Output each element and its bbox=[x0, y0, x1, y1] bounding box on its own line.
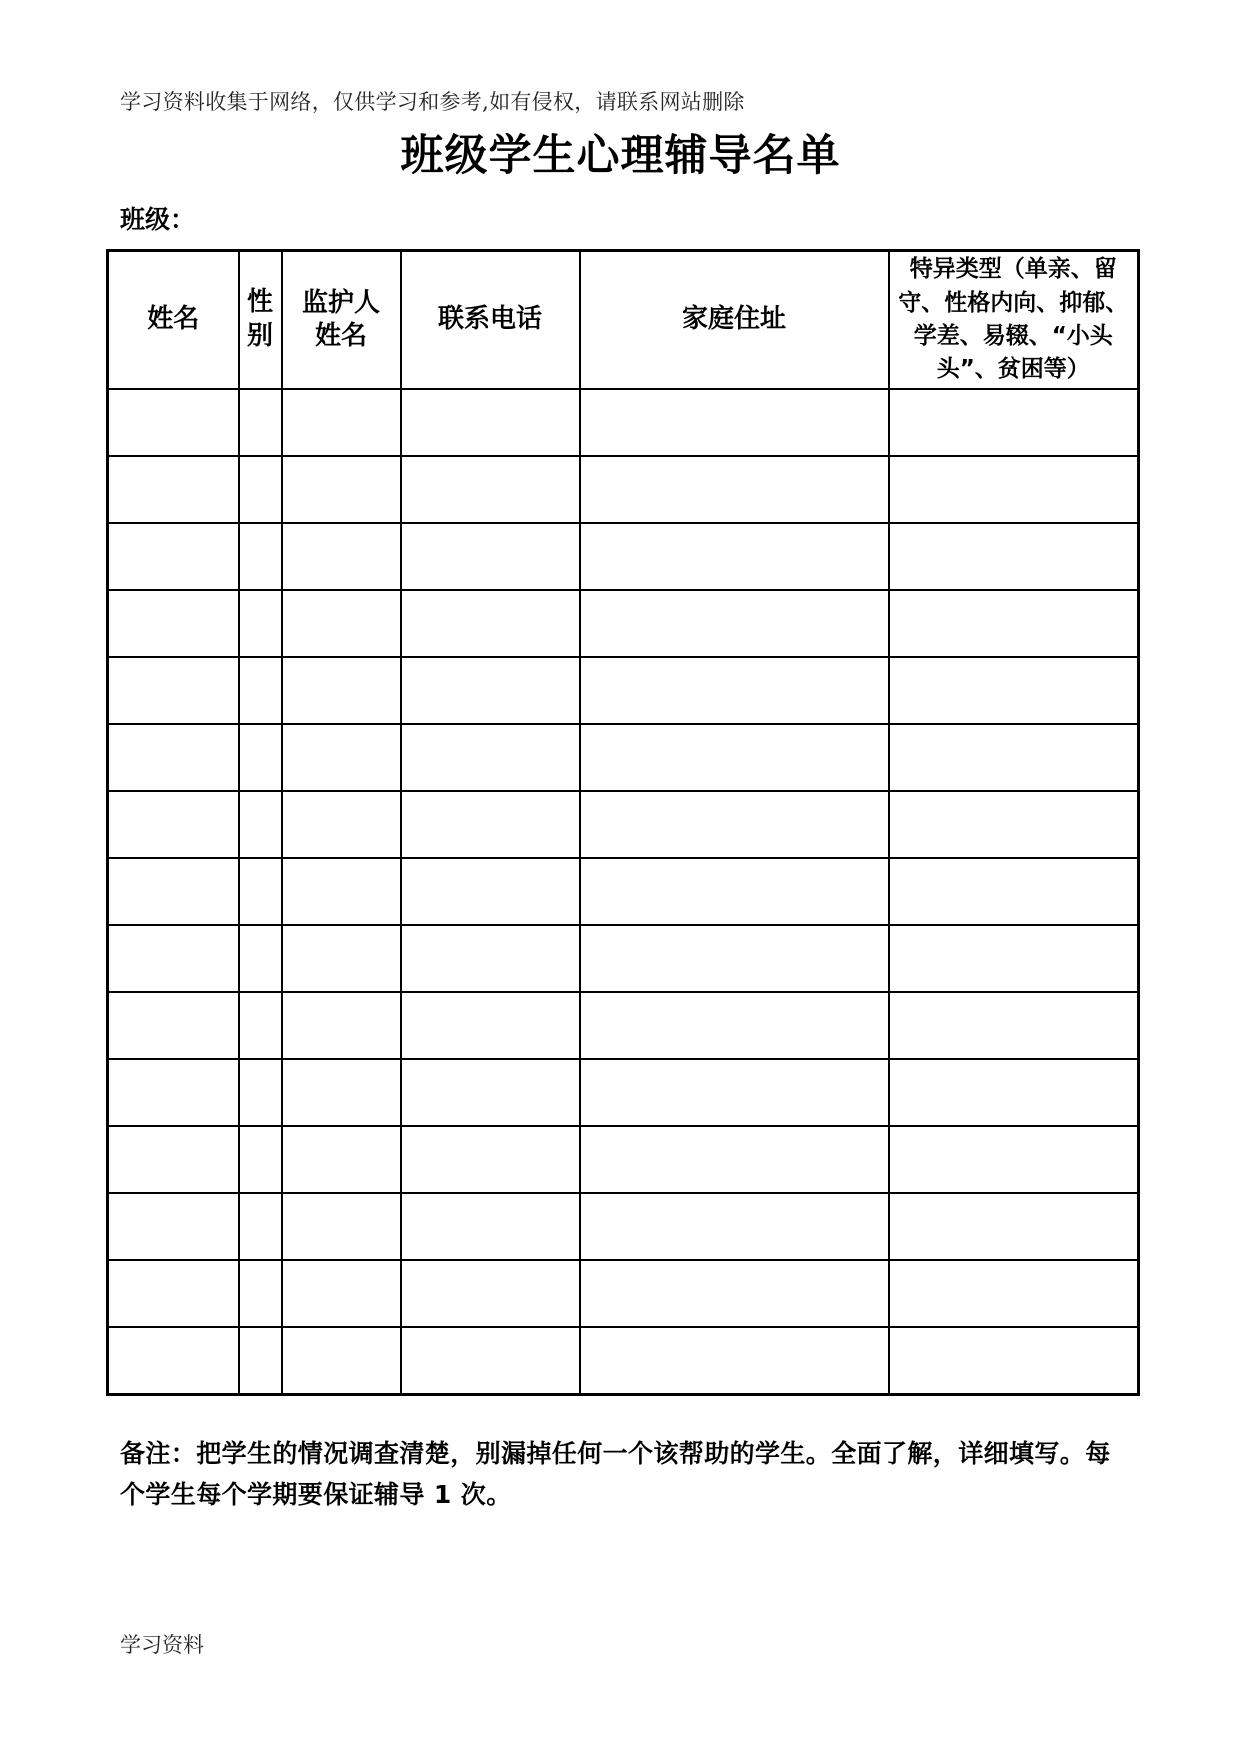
cell-name bbox=[108, 791, 239, 858]
column-header-guardian-name bbox=[282, 251, 401, 390]
cell-name bbox=[108, 1327, 239, 1395]
cell-guardian-name bbox=[282, 1126, 401, 1193]
table-row bbox=[108, 657, 1139, 724]
cell-phone bbox=[401, 1327, 580, 1395]
table-row bbox=[108, 791, 1139, 858]
table-row bbox=[108, 1126, 1139, 1193]
cell-address bbox=[580, 456, 889, 523]
cell-special-type bbox=[889, 590, 1139, 657]
cell-guardian-name bbox=[282, 925, 401, 992]
column-header-label: 联系电话 bbox=[437, 304, 542, 335]
cell-guardian-name bbox=[282, 1327, 401, 1395]
cell-guardian-name bbox=[282, 389, 401, 456]
cell-special-type bbox=[889, 858, 1139, 925]
cell-address bbox=[580, 1260, 889, 1327]
cell-special-type bbox=[889, 791, 1139, 858]
cell-guardian-name bbox=[282, 1260, 401, 1327]
cell-guardian-name bbox=[282, 456, 401, 523]
cell-gender bbox=[239, 1126, 282, 1193]
cell-special-type bbox=[889, 389, 1139, 456]
cell-special-type bbox=[889, 992, 1139, 1059]
cell-special-type bbox=[889, 925, 1139, 992]
cell-guardian-name bbox=[282, 590, 401, 657]
cell-guardian-name bbox=[282, 858, 401, 925]
remark-note: 备注：把学生的情况调查清楚，别漏掉任何一个该帮助的学生。全面了解，详细填写。每个学生每个学期要保证辅导 1 次。 bbox=[120, 1439, 1111, 1509]
cell-name bbox=[108, 1260, 239, 1327]
column-header-label: 特异类型（单亲、留守、性格内向、抑郁、学差、易辍、“小头头”、贫困等） bbox=[898, 256, 1129, 383]
cell-address bbox=[580, 389, 889, 456]
cell-address bbox=[580, 1059, 889, 1126]
header-row bbox=[108, 251, 1139, 390]
cell-address bbox=[580, 523, 889, 590]
cell-address bbox=[580, 590, 889, 657]
cell-special-type bbox=[889, 1327, 1139, 1395]
table-row bbox=[108, 992, 1139, 1059]
cell-name bbox=[108, 389, 239, 456]
cell-phone bbox=[401, 858, 580, 925]
cell-phone bbox=[401, 1059, 580, 1126]
cell-address bbox=[580, 858, 889, 925]
cell-guardian-name bbox=[282, 724, 401, 791]
cell-special-type bbox=[889, 456, 1139, 523]
column-header-label: 姓名 bbox=[147, 304, 200, 335]
cell-address bbox=[580, 1126, 889, 1193]
cell-address bbox=[580, 925, 889, 992]
cell-gender bbox=[239, 724, 282, 791]
cell-phone bbox=[401, 389, 580, 456]
cell-address bbox=[580, 1193, 889, 1260]
cell-special-type bbox=[889, 523, 1139, 590]
table-row bbox=[108, 389, 1139, 456]
class-label: 班级： bbox=[120, 205, 196, 234]
cell-phone bbox=[401, 1126, 580, 1193]
cell-gender bbox=[239, 1059, 282, 1126]
cell-name bbox=[108, 925, 239, 992]
cell-gender bbox=[239, 456, 282, 523]
cell-phone bbox=[401, 590, 580, 657]
cell-guardian-name bbox=[282, 1193, 401, 1260]
cell-name bbox=[108, 992, 239, 1059]
column-header-name bbox=[108, 251, 239, 390]
cell-name bbox=[108, 456, 239, 523]
cell-name bbox=[108, 1193, 239, 1260]
cell-special-type bbox=[889, 657, 1139, 724]
cell-gender bbox=[239, 523, 282, 590]
table-row bbox=[108, 523, 1139, 590]
column-header-gender bbox=[239, 251, 282, 390]
cell-phone bbox=[401, 456, 580, 523]
cell-name bbox=[108, 858, 239, 925]
table-header bbox=[108, 251, 1139, 390]
table-row bbox=[108, 1327, 1139, 1395]
cell-name bbox=[108, 590, 239, 657]
column-header-label-line1: 监护人 bbox=[301, 287, 380, 318]
table-row bbox=[108, 590, 1139, 657]
column-header-label: 家庭住址 bbox=[681, 304, 786, 335]
cell-special-type bbox=[889, 724, 1139, 791]
cell-special-type bbox=[889, 1193, 1139, 1260]
cell-gender bbox=[239, 1260, 282, 1327]
footer-note: 学习资料 bbox=[120, 1633, 204, 1657]
table-row bbox=[108, 925, 1139, 992]
cell-phone bbox=[401, 657, 580, 724]
cell-name bbox=[108, 1059, 239, 1126]
cell-gender bbox=[239, 925, 282, 992]
cell-address bbox=[580, 1327, 889, 1395]
cell-address bbox=[580, 992, 889, 1059]
table-row bbox=[108, 1059, 1139, 1126]
cell-special-type bbox=[889, 1126, 1139, 1193]
cell-name bbox=[108, 523, 239, 590]
cell-guardian-name bbox=[282, 657, 401, 724]
cell-phone bbox=[401, 925, 580, 992]
cell-name bbox=[108, 1126, 239, 1193]
cell-guardian-name bbox=[282, 791, 401, 858]
cell-phone bbox=[401, 1193, 580, 1260]
cell-special-type bbox=[889, 1059, 1139, 1126]
cell-gender bbox=[239, 1327, 282, 1395]
cell-name bbox=[108, 724, 239, 791]
column-header-address bbox=[580, 251, 889, 390]
cell-gender bbox=[239, 590, 282, 657]
table-row bbox=[108, 1193, 1139, 1260]
cell-gender bbox=[239, 791, 282, 858]
cell-gender bbox=[239, 1193, 282, 1260]
column-header-label-line1: 性 bbox=[246, 287, 273, 318]
table-row bbox=[108, 858, 1139, 925]
cell-phone bbox=[401, 992, 580, 1059]
header-disclaimer: 学习资料收集于网络，仅供学习和参考,如有侵权，请联系网站删除 bbox=[120, 90, 745, 114]
column-header-phone bbox=[401, 251, 580, 390]
table-row bbox=[108, 456, 1139, 523]
cell-phone bbox=[401, 791, 580, 858]
table-row bbox=[108, 1260, 1139, 1327]
cell-gender bbox=[239, 389, 282, 456]
cell-gender bbox=[239, 858, 282, 925]
cell-phone bbox=[401, 724, 580, 791]
cell-address bbox=[580, 791, 889, 858]
cell-guardian-name bbox=[282, 1059, 401, 1126]
table-row bbox=[108, 724, 1139, 791]
table-body bbox=[108, 389, 1139, 1395]
cell-address bbox=[580, 657, 889, 724]
cell-address bbox=[580, 724, 889, 791]
cell-guardian-name bbox=[282, 523, 401, 590]
column-header-label-line2: 姓名 bbox=[314, 321, 367, 351]
cell-gender bbox=[239, 657, 282, 724]
column-header-label-line2: 别 bbox=[246, 321, 273, 351]
column-header-special-type bbox=[889, 251, 1139, 390]
cell-special-type bbox=[889, 1260, 1139, 1327]
page-title: 班级学生心理辅导名单 bbox=[400, 131, 841, 181]
cell-gender bbox=[239, 992, 282, 1059]
cell-guardian-name bbox=[282, 992, 401, 1059]
cell-phone bbox=[401, 523, 580, 590]
cell-name bbox=[108, 657, 239, 724]
cell-phone bbox=[401, 1260, 580, 1327]
student-roster-table bbox=[106, 249, 1140, 1396]
